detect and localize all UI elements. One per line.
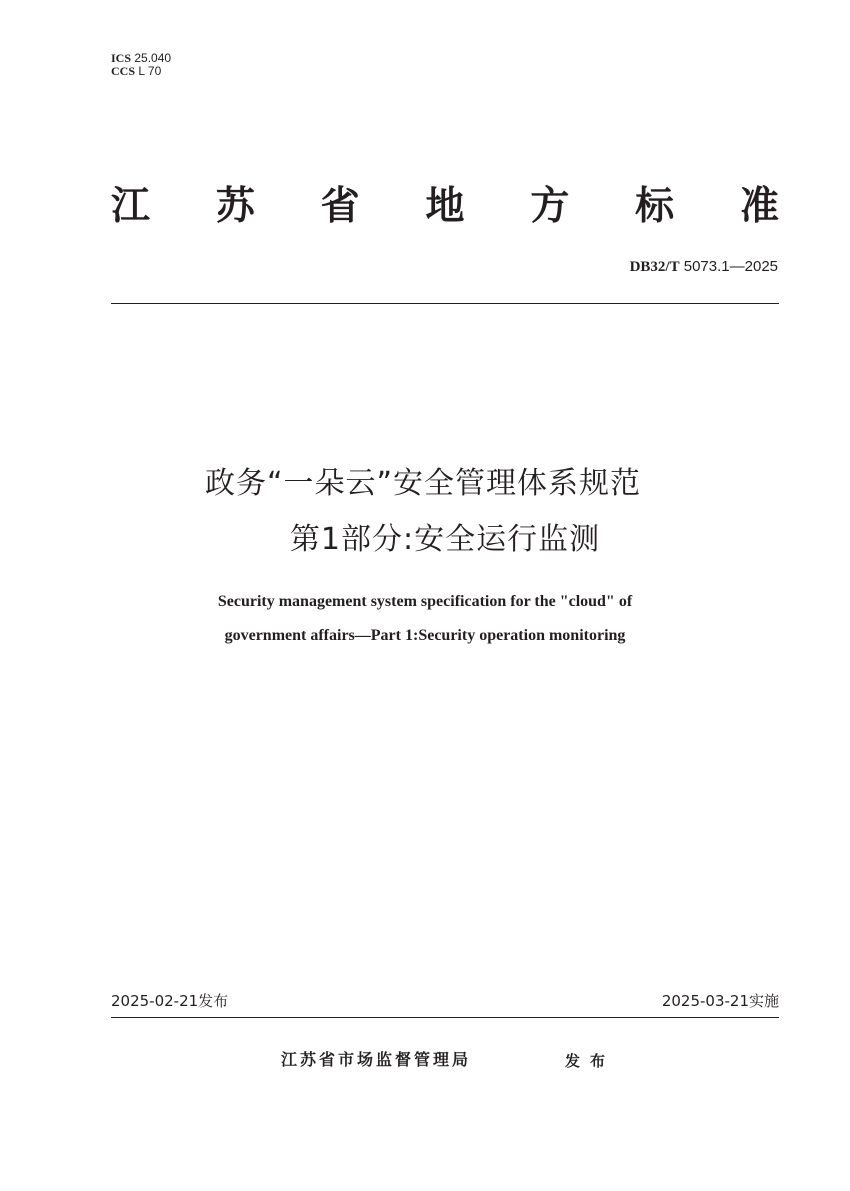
title-char: 准 — [739, 184, 779, 229]
ccs-label: CCS — [111, 64, 136, 78]
title-char: 省 — [320, 184, 360, 229]
title-char: 江 — [111, 184, 151, 229]
standard-type-title — [111, 182, 779, 232]
issue-action: 发布 — [565, 1052, 616, 1070]
ics-label: ICS — [111, 51, 132, 65]
document-title-line-2: 第1部分:安全运行监测 — [289, 522, 601, 557]
standard-code — [630, 258, 778, 276]
ccs-line — [111, 65, 171, 78]
classification-block — [111, 52, 171, 78]
title-char: 标 — [635, 184, 675, 229]
title-char: 地 — [425, 184, 465, 229]
title-char: 方 — [530, 184, 570, 229]
ics-value: 25.040 — [134, 51, 172, 65]
implement-date: 2025-03-21实施 — [661, 992, 779, 1010]
footer-divider — [111, 1017, 779, 1018]
ccs-value: L 70 — [138, 64, 162, 78]
english-title-line-1: Security management system specification for the "cloud" of — [217, 593, 633, 610]
english-title-line-2: government affairs—Part 1:Security operation monitoring — [224, 627, 626, 644]
publish-date: 2025-02-21发布 — [111, 992, 229, 1010]
standard-code-prefix: DB32/T — [629, 259, 680, 275]
title-char: 苏 — [215, 184, 255, 229]
issuing-authority: 江苏省市场监督管理局 — [281, 1050, 472, 1069]
header-divider — [111, 303, 779, 304]
document-title-line-1: 政务“一朵云”安全管理体系规范 — [204, 466, 642, 501]
standard-code-number: 5073.1—2025 — [683, 258, 778, 275]
